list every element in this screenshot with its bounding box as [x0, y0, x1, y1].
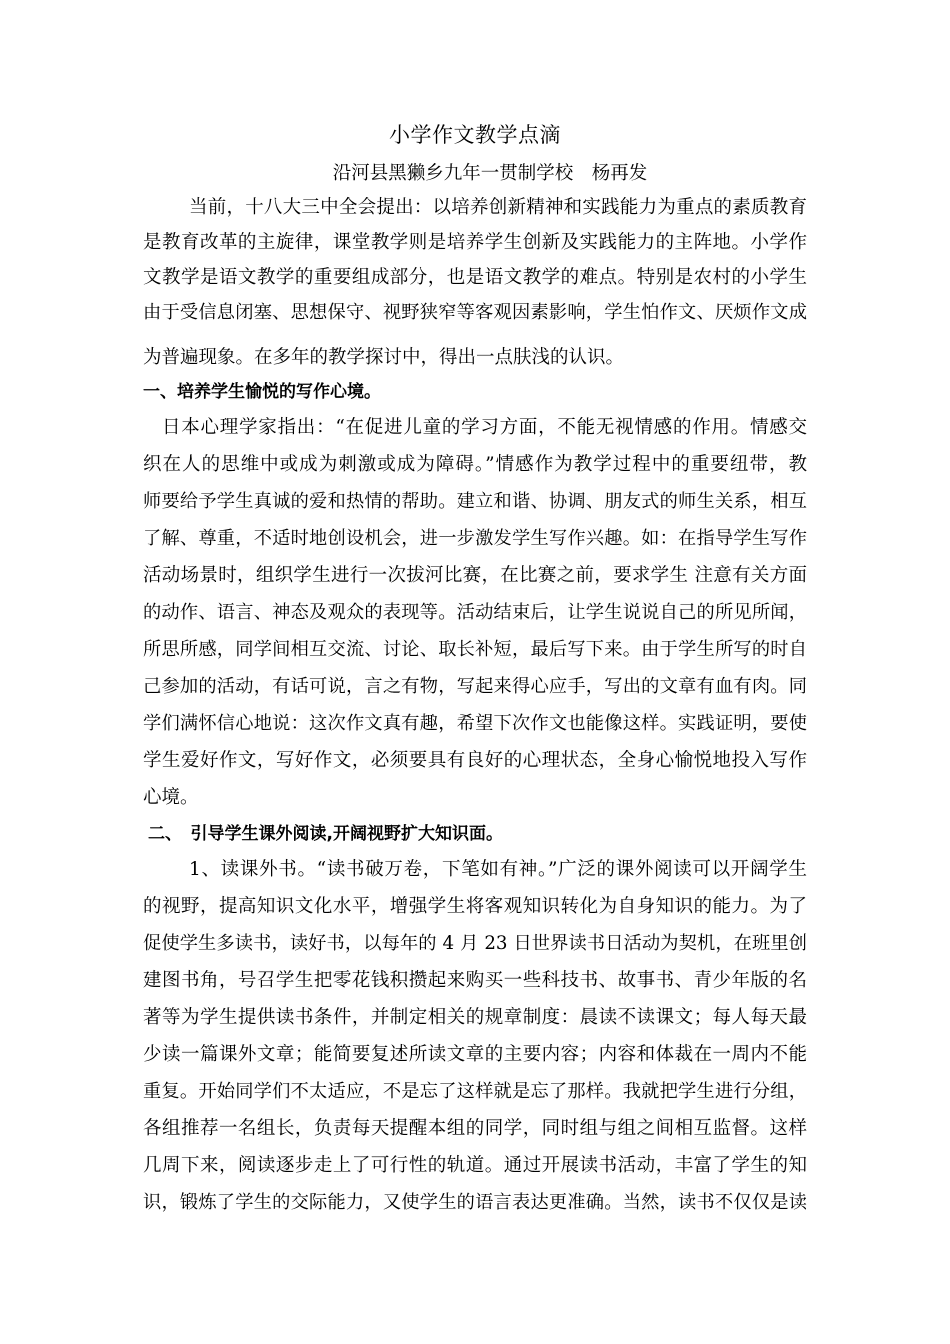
paragraph-line: 织在人的思维中或成为刺激或成为障碍。”情感作为教学过程中的重要纽带，教 [143, 454, 807, 475]
paragraph-line: 的动作、语言、神态及观众的表现等。活动结束后，让学生说说自己的所见所闻， [143, 602, 807, 623]
paragraph-line: 由于受信息闭塞、思想保守、视野狭窄等客观因素影响，学生怕作文、厌烦作文成 [143, 302, 807, 323]
paragraph-line: 所思所感，同学间相互交流、讨论、取长补短，最后写下来。由于学生所写的时自 [143, 639, 807, 660]
paragraph-line: 重复。开始同学们不太适应，不是忘了这样就是忘了那样。我就把学生进行分组， [143, 1081, 807, 1102]
paragraph-line: 识，锻炼了学生的交际能力，又使学生的语言表达更准确。当然，读书不仅仅是读 [143, 1192, 807, 1213]
paragraph-line: 日本心理学家指出：“在促进儿童的学习方面，不能无视情感的作用。情感交 [162, 417, 807, 438]
paragraph-line: 1、读课外书。“读书破万卷，下笔如有神。”广泛的课外阅读可以开阔学生 [189, 859, 807, 880]
paragraph-line: 了解、尊重，不适时地创设机会，进一步激发学生写作兴趣。如：在指导学生写作 [143, 528, 807, 549]
document-author: 沿河县黑獭乡九年一贯制学校 杨再发 [332, 163, 648, 184]
paragraph-line: 学们满怀信心地说：这次作文真有趣，希望下次作文也能像这样。实践证明，要使 [143, 713, 807, 734]
paragraph-line: 己参加的活动，有话可说，言之有物，写起来得心应手，写出的文章有血有肉。同 [143, 676, 807, 697]
paragraph-line: 几周下来，阅读逐步走上了可行性的轨道。通过开展读书活动，丰富了学生的知 [143, 1155, 807, 1176]
paragraph-line: 各组推荐一名组长，负责每天提醒本组的同学，同时组与组之间相互监督。这样 [143, 1118, 807, 1139]
paragraph-line: 促使学生多读书，读好书，以每年的 4 月 23 日世界读书日活动为契机，在班里创 [143, 933, 807, 954]
paragraph-line: 著等为学生提供读书条件，并制定相关的规章制度：晨读不读课文；每人每天最 [143, 1007, 807, 1028]
paragraph-line: 心境。 [143, 787, 199, 808]
paragraph-line: 活动场景时，组织学生进行一次拔河比赛，在比赛之前，要求学生 注意有关方面 [143, 565, 807, 586]
paragraph-line: 师要给予学生真诚的爱和热情的帮助。建立和谐、协调、朋友式的师生关系，相互 [143, 491, 807, 512]
paragraph-line: 是教育改革的主旋律，课堂教学则是培养学生创新及实践能力的主阵地。小学作 [143, 232, 807, 253]
paragraph-line: 的视野，提高知识文化水平，增强学生将客观知识转化为自身知识的能力。为了 [143, 896, 807, 917]
paragraph-line: 建图书角，号召学生把零花钱积攒起来购买一些科技书、故事书、青少年版的名 [143, 970, 807, 991]
paragraph-line: 为普遍现象。在多年的教学探讨中，得出一点肤浅的认识。 [143, 347, 625, 368]
section-heading-2: 二、 引导学生课外阅读,开阔视野扩大知识面。 [148, 824, 503, 844]
document-title: 小学作文教学点滴 [389, 123, 561, 147]
paragraph-line: 学生爱好作文，写好作文，必须要具有良好的心理状态，全身心愉悦地投入写作 [143, 750, 807, 771]
paragraph-line: 文教学是语文教学的重要组成部分，也是语文教学的难点。特别是农村的小学生 [143, 267, 807, 288]
paragraph-line: 当前，十八大三中全会提出：以培养创新精神和实践能力为重点的素质教育 [189, 197, 807, 218]
paragraph-line: 少读一篇课外文章；能简要复述所读文章的主要内容；内容和体裁在一周内不能 [143, 1044, 807, 1065]
section-heading-1: 一、培养学生愉悦的写作心境。 [143, 382, 381, 402]
